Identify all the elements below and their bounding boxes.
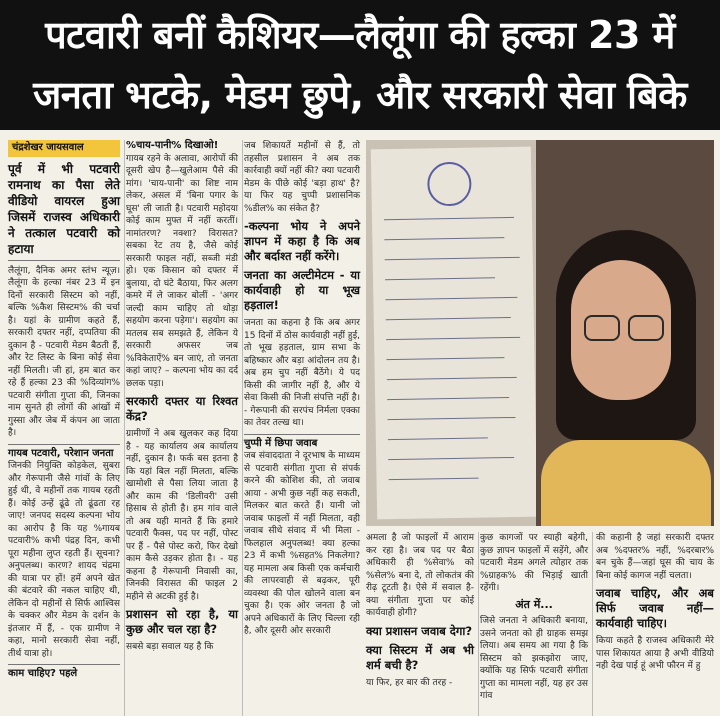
news-photo: [366, 140, 714, 526]
column-2-subhead-2: प्रशासन सो रहा है, या कुछ और चल रहा है?: [126, 607, 238, 636]
glasses-right-icon: [628, 315, 664, 341]
column-2-paragraph-1: गायब रहने के अलावा, आरोपों की दूसरी खेप है—खुलेआम पैसे की मांग। 'चाय-पानी' का शिष्ट नाम लेकर, असल में 'बिना पगार के घूस' ली जाती है। पटवारी महोदया कोई काम मुफ्त में नहीं करतीं। नामांतरण? नक्शा? विरासत? सबका रेट तय है, जैसे कोई सरकारी फाइल नहीं, सब्जी मंडी हो। एक किसान को दफ्तर में बुलाया, दो घंटे बैठाया, फिर अलग कमरे में ले जाकर बोलीं - 'अगर जल्दी काम चाहिए तो थोड़ा सहयोग करना पड़ेगा'। सहयोग का मतलब सब समझते हैं, लेकिन ये सरकारी अफसर जब %विकेताऐं% बन जाएं, तो जनता कहां जाए? – कल्पना भोय का दर्द छलक पड़ा।: [126, 153, 238, 389]
lower-column-1: [366, 532, 479, 716]
lower-2-paragraph-2: जिसे जनता ने अधिकारी बनाया, उसने जनता को ही ग्राहक समझ लिया। अब समय आ गया है कि सिस्टम को झकझोरा जाए, क्योंकि यह सिर्फ पटवारी संगीता गुप्ता का मामला नहीं, यह हर उस गांव: [480, 616, 588, 701]
column-1-paragraph-2: जिनकी नियुक्ति कोड़केल, सुबरा और गेरूपानी जैसे गांवों के लिए हुई थी, वे महीनों तक गायब रहती हैं। कोई उन्हें ढूंढे तो ढूंढता रह जाए! जनपद सदस्य कल्पना भोय का आरोप है कि यह %गायब पटवारी% कभी पंद्रह दिन, कभी पूरा महीना लुप्त रहती हैं। सूचना? अनुपलब्ध। कारण? शायद चंद्रमा की यात्रा पर हों! हमें अपने खेत की बंटवारे की नकल चाहिए थी, लेकिन दो महीनों से सिर्फ आश्विस के चक्कर और मेडम के दर्शन के इंतजार में हैं, - एक ग्रामीण ने कहा, मानो सरकारी सेवा नहीं, तीर्थ यात्रा हो।: [8, 461, 120, 659]
lower-column-2: [480, 532, 593, 716]
lower-2-paragraph-1: कुछ कागजों पर स्याही बहेगी, कुछ ज्ञापन फाइलों में सड़ेंगे, और पटवारी मेडम अगले त्योहार तक %ग्राहक% की भिड़ाई खाती रहेंगी।: [480, 533, 588, 593]
column-2-subhead: सरकारी दफ्तर या रिश्वत केंद्र?: [126, 394, 238, 423]
column-3: [244, 140, 360, 636]
lower-1-paragraph-2: या फिर, हर बार की तरह -: [366, 677, 453, 688]
byline: चंद्रशेखर जायसवाल: [8, 140, 120, 157]
column-1-paragraph-1: लैलूंगा, दैनिक अमर स्तंभ न्यूज़। लैलूंगा के हल्का नंबर 23 में इन दिनों सरकारी सिस्टम को नहीं, बल्कि %कैश सिस्टम% की चर्चा है। यहां के ग्रामीण कहते हैं, सरकारी दफ्तर नहीं, दप्पतिया की दुकान है - पटवारी मेडम बैठती हैं, और रेट लिस्ट के बिना कोई सेवा नहीं मिलती। जी हां, हम बात कर रहे हैं हल्का 23 की %दिव्यांग% पटवारी संगीता गुप्ता की, जिनका नाम सुनते ही लोगों की आंखों में गुस्सा और जेब में कंपन आ जाता है।: [8, 265, 120, 438]
stamp-icon: [427, 162, 472, 207]
column-3-section-heading: चुप्पी में छिपा जवाब: [244, 434, 360, 451]
column-1-next-heading: काम चाहिए? पहले: [8, 664, 120, 681]
column-1-subhead: पूर्व में भी पटवारी रामनाथ का पैसा लेते वीडियो वायरल हुआ जिसमें राजस्व अधिकारी ने तत्काल पटवारी को हटाया: [8, 161, 120, 261]
column-1: [8, 140, 125, 716]
lower-3-paragraph-2: किया कहते है राजस्व अधिकारी मेरे पास शिकायत आया है अभी वीडियो नही देख पाई हूं अभी फौरन में हु: [596, 636, 714, 671]
glasses-left-icon: [584, 315, 620, 341]
headline-line-2: जनता भटके, मेडम छुपे, और सरकारी सेवा बिके: [33, 73, 687, 117]
lower-3-subhead: जवाब चाहिए, और अब सिर्फ जवाब नहीं— कार्यवाही चाहिए।: [596, 586, 714, 630]
column-2-paragraph-2: ग्रामीणों ने अब खुलकर कह दिया है - यह कार्यालय अब कार्यालय नहीं, दुकान है। फर्क बस इतना है कि यहां बिल नहीं मिलता, बल्कि खामोशी से पैसा लिया जाता है और काम की 'डिलीवरी' उसी हिसाब से होती है। हम गांव वाले तो अब यही मानते हैं कि हमारे पटवारी फैक्स, पद पर नहीं, पोस्ट पर हैं - पैसे पोस्ट करो, फिर देखो काम कैसे उड़कर होता है। - यह कहना है गेरूपानी निवासी का, जिनकी विरासत की फाइल 2 महीने से अटकी हुई है।: [126, 429, 238, 602]
headline-line-1: पटवारी बनीं कैशियर—लैलूंगा की हल्का 23 में: [45, 13, 675, 57]
complaint-document-image: [371, 147, 537, 520]
column-3-subhead-1: -कल्पना भोय ने अपने ज्ञापन में कहा है कि अब और बर्दाश्त नहीं करेंगे।: [244, 219, 360, 263]
column-1-section-heading: गायब पटवारी, परेशान जनता: [8, 444, 120, 461]
column-3-paragraph-2: जनता का कहना है कि अब अगर 15 दिनों में ठोस कार्यवाही नहीं हुई, तो भूख हड़ताल, ग्राम सभा के बहिष्कार और बड़ा आंदोलन तय है। अब हम चुप नहीं बैठेंगे। ये पद किसी की जागीर नहीं है, और ये सेवा किसी की निजी संपत्ति नहीं है। - गेरूपानी की सरपंच निर्मला एक्का का तेवर तल्ख था।: [244, 318, 360, 428]
column-3-paragraph-1: जब शिकायतें महीनों से हैं, तो तहसील प्रशासन ने अब तक कार्रवाही क्यों नहीं की? क्या पटवारी मेडम के पीछे कोई 'बड़ा हाथ' है? या फिर यह चुप्पी प्रशासनिक %डील% का संकेत है?: [244, 141, 360, 214]
column-3-paragraph-3: जब संवाददाता ने दूरभाष के माध्यम से पटवारी संगीता गुप्ता से संपर्क करने की कोशिश की, तो जवाब आया - अभी कुछ नहीं कह सकती, मिलकर बात करते हैं। यानी जो जवाब फाइलों में नहीं मिलता, वही जवाब सीधे संवाद में भी मिला - फिलहाल अनुपलब्ध! क्या हल्का 23 में कभी %सहत% निकलेगा? यह मामला अब किसी एक कर्मचारी की लापरवाही से बढ़कर, पूरी व्यवस्था की पोल खोलने वाला बन चुका है। एक ओर जनता है जो अपने अधिकारों के लिए चिल्ला रही है, और दूसरी ओर सरकारी: [244, 451, 360, 636]
column-2-paragraph-3: सबसे बड़ा सवाल यह है कि: [126, 642, 214, 652]
lower-1-subhead-1: क्या प्रशासन जवाब देगा?: [366, 623, 473, 638]
column-3-subhead-2: जनता का अल्टीमेटम - या कार्यवाही हो या भूख हड़ताल!: [244, 268, 360, 312]
column-2: [126, 140, 243, 716]
lower-2-section-heading: अंत में...: [515, 597, 553, 611]
lower-1-paragraph-1: अमला है जो फाइलों में आराम कर रहा है। जब पद पर बैठा अधिकारी ही %सेवा% को %सेल% बना दे, तो लोकतंत्र की रीढ़ टूटती है। ऐसे में सवाल है- क्या संगीता गुप्ता पर कोई कार्यवाही होगी?: [366, 533, 474, 618]
lower-3-paragraph-1: की कहानी है जहां सरकारी दफ्तर अब %दफ्तर% नहीं, %दरबार% बन चुके हैं—जहां घूस की चाय के बिना कोई कागज नहीं चलता।: [596, 533, 714, 581]
headline-banner: [0, 0, 720, 130]
lower-1-subhead-2: क्या सिस्टम में अब भी शर्म बची है?: [366, 642, 474, 672]
portrait-shirt: [541, 440, 711, 526]
lower-column-3: [596, 532, 714, 716]
column-2-section-heading: %चाय-पानी% दिखाओ!: [126, 140, 219, 151]
